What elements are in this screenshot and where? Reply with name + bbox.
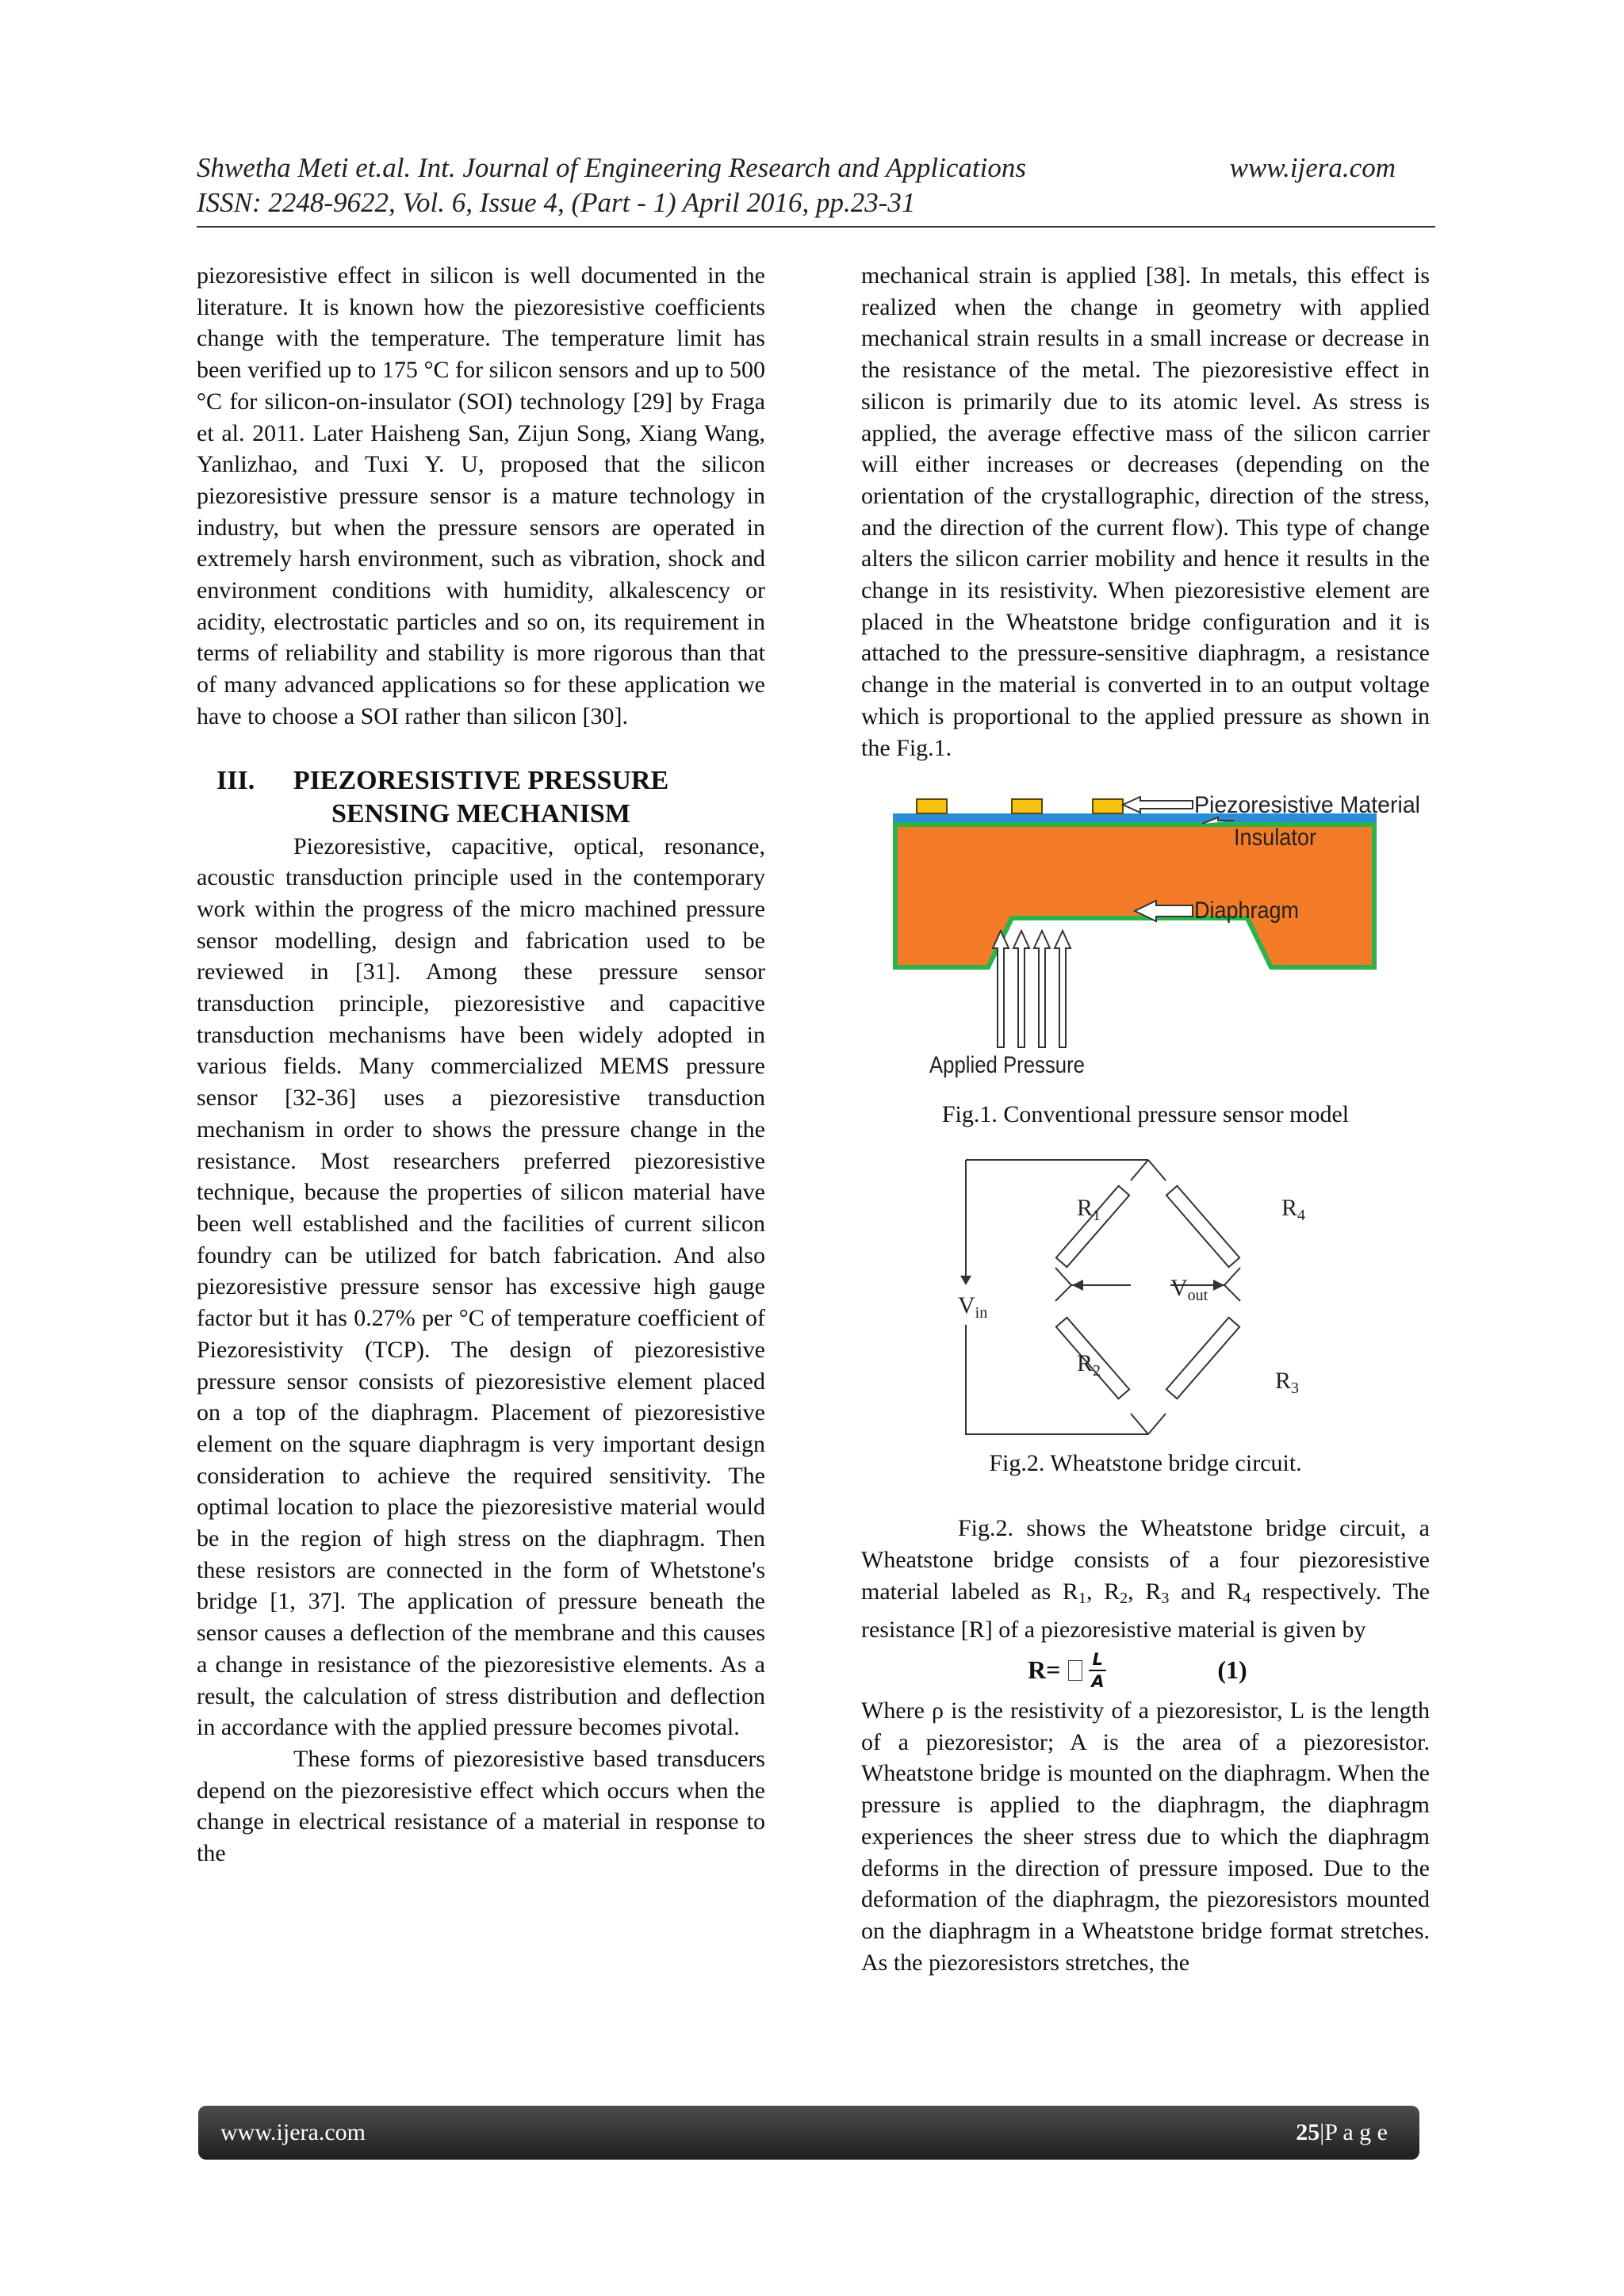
piezoresistor-3: [1093, 799, 1123, 813]
section-heading: [197, 764, 765, 831]
header-journal: Shwetha Meti et.al. Int. Journal of Engineering Research and Applications: [197, 152, 1026, 183]
applied-pressure-arrows: [993, 931, 1071, 1047]
resistor-r3: [1166, 1318, 1239, 1399]
label-r2: $R_2$: [1077, 1350, 1101, 1380]
missing-glyph-box: [1068, 1660, 1082, 1681]
running-header: [197, 151, 1435, 220]
section-number: III.: [216, 765, 255, 795]
figure-1: [861, 786, 1430, 1099]
figure-1-caption: Fig.1. Conventional pressure sensor model: [941, 1101, 1350, 1128]
section-title-line-1: PIEZORESISTIVE PRESSURE: [293, 765, 669, 795]
label-insulator: Insulator: [1234, 825, 1316, 851]
label-piezoresistive-material: Piezoresistive Material: [1194, 792, 1420, 819]
fraction-denominator: A: [1091, 1672, 1105, 1692]
left-paragraph-1: piezoresistive effect in silicon is well documented in the literature. It is known how the piezoresistive coefficients change with the temperature. The temperature limit has been verified up to 175 °C for silicon sensors and up to 500 °C for silicon-on-insulator (SOI) technology [29] by Fraga et al. 2011. Later Haisheng San, Zijun Song, Xiang Wang, Yanlizhao, and Tuxi Y. U, proposed that the silicon piezoresistive pressure sensor is a mature technology in industry, but when the pressure sensors are operated in extremely harsh environment, such as vibration, shock and environment conditions with humidity, alkalescency or acidity, electrostatic particles and so on, its requirement in terms of reliability and stability is more rigorous than that of many advanced applications so for these application we have to choose a SOI rather than silicon [30].: [197, 262, 765, 729]
label-r1: $R_1$: [1077, 1195, 1101, 1225]
left-paragraph-3: These forms of piezoresistive based transducers depend on the piezoresistive effect which occurs when the change in electrical resistance of a material in response to the: [197, 1745, 765, 1867]
section-title-line-2: SENSING MECHANISM: [331, 798, 630, 828]
vin-arrow: [960, 1276, 971, 1285]
vout-arrow-left: [1072, 1280, 1083, 1291]
label-r4: $R_4$: [1281, 1195, 1306, 1225]
equation-number: (1): [1217, 1655, 1247, 1685]
resistor-r4: [1166, 1186, 1239, 1267]
label-diaphragm: Diaphragm: [1194, 897, 1299, 924]
pressure-sensor-diagram: [861, 786, 1430, 1099]
label-vout: $V_{out}$: [1170, 1275, 1208, 1305]
vout-arrow-right: [1213, 1280, 1224, 1291]
equation-1: [861, 1646, 1430, 1695]
header-issn: ISSN: 2248-9622, Vol. 6, Issue 4, (Part - 1) April 2016, pp.23-31: [197, 187, 916, 218]
header-website[interactable]: www.ijera.com: [1229, 152, 1396, 183]
equation-lhs: R=: [1028, 1655, 1061, 1685]
footer-website[interactable]: www.ijera.com: [220, 2119, 366, 2145]
right-column: [861, 260, 1430, 1978]
right-paragraph-2: Fig.2. shows the Wheatstone bridge circuit, a Wheatstone bridge consists of a four piezoresistive material labeled as $R_1$, $R_2$, $R_3$ and $R_4$ respectively. The resistance [R] of a piezoresistive material is given by: [861, 1515, 1431, 1644]
figure-2-caption: Fig.2. Wheatstone bridge circuit.: [989, 1450, 1302, 1477]
wheatstone-bridge-diagram: [861, 1150, 1430, 1448]
left-column: [197, 260, 765, 1869]
right-paragraph-1: mechanical strain is applied [38]. In metals, this effect is realized when the change in geometry with applied mechanical strain results in a small increase or decrease in the resistance of the metal. The piezoresistive effect in silicon is primarily due to its atomic level. As stress is applied, the average effective mass of the silicon carrier will either increases or decreases (depending on the orientation of the crystallographic, direction of the stress, and the direction of the current flow). This type of change alters the silicon carrier mobility and hence it results in the change in its resistivity. When piezoresistive element are placed in the Wheatstone bridge configuration and it is attached to the pressure-sensitive diaphragm, a resistance change in the material is converted in to an output voltage which is proportional to the applied pressure as shown in the Fig.1.: [861, 262, 1430, 761]
page-footer: [198, 2106, 1419, 2160]
equation-fraction: [1089, 1651, 1106, 1690]
piezoresistor-1: [917, 799, 947, 813]
fraction-bar: [1089, 1670, 1106, 1671]
header-rule: [197, 226, 1435, 228]
label-r3: $R_3$: [1275, 1368, 1300, 1398]
page-number: 25|P a g e: [1296, 2119, 1388, 2145]
figure-2: [861, 1150, 1430, 1448]
label-applied-pressure: Applied Pressure: [929, 1052, 1085, 1079]
label-vin: $V_{in}$: [958, 1292, 988, 1322]
left-paragraph-2: Piezoresistive, capacitive, optical, resonance, acoustic transduction principle used in the contemporary work within the progress of the micro machined pressure sensor modelling, design and fabrication used to be reviewed in [31]. Among these pressure sensor transduction principle, piezoresistive and capacitive transduction mechanisms have been widely adopted in various fields. Many commercialized MEMS pressure sensor [32-36] uses a piezoresistive transduction mechanism in order to shows the pressure change in the resistance. Most researchers preferred piezoresistive technique, because the properties of silicon material have been well established and the facilities of current silicon foundry can be utilized for batch fabrication. And also piezoresistive pressure sensor has excessive high gauge factor but it has 0.27% per °C of temperature coefficient of Piezoresistivity (TCP). The design of piezoresistive pressure sensor consists of piezoresistive element placed on a top of the diaphragm. Placement of piezoresistive element on the square diaphragm is very important design consideration to achieve the required sensitivity. The optimal location to place the piezoresistive material would be in the region of high stress on the diaphragm. Then these resistors are connected in the form of Whetstone's bridge [1, 37]. The application of pressure beneath the sensor causes a deflection of the membrane and this causes a change in resistance of the piezoresistive elements. As a result, the calculation of stress distribution and deflection in accordance with the applied pressure becomes pivotal.: [197, 832, 765, 1741]
fraction-numerator: L: [1092, 1650, 1104, 1670]
piezoresistor-2: [1012, 799, 1042, 813]
right-paragraph-3: Where ρ is the resistivity of a piezoresistor, L is the length of a piezoresistor; A is the area of a piezoresistor. Wheatstone bridge is mounted on the diaphragm. When the pressure is applied to the diaphragm, the diaphragm experiences the sheer stress due to which the diaphragm deforms in the direction of pressure imposed. Due to the deformation of the diaphragm, the piezoresistors mounted on the diaphragm in a Wheatstone bridge format stretches. As the piezoresistors stretches, the: [861, 1697, 1430, 1976]
